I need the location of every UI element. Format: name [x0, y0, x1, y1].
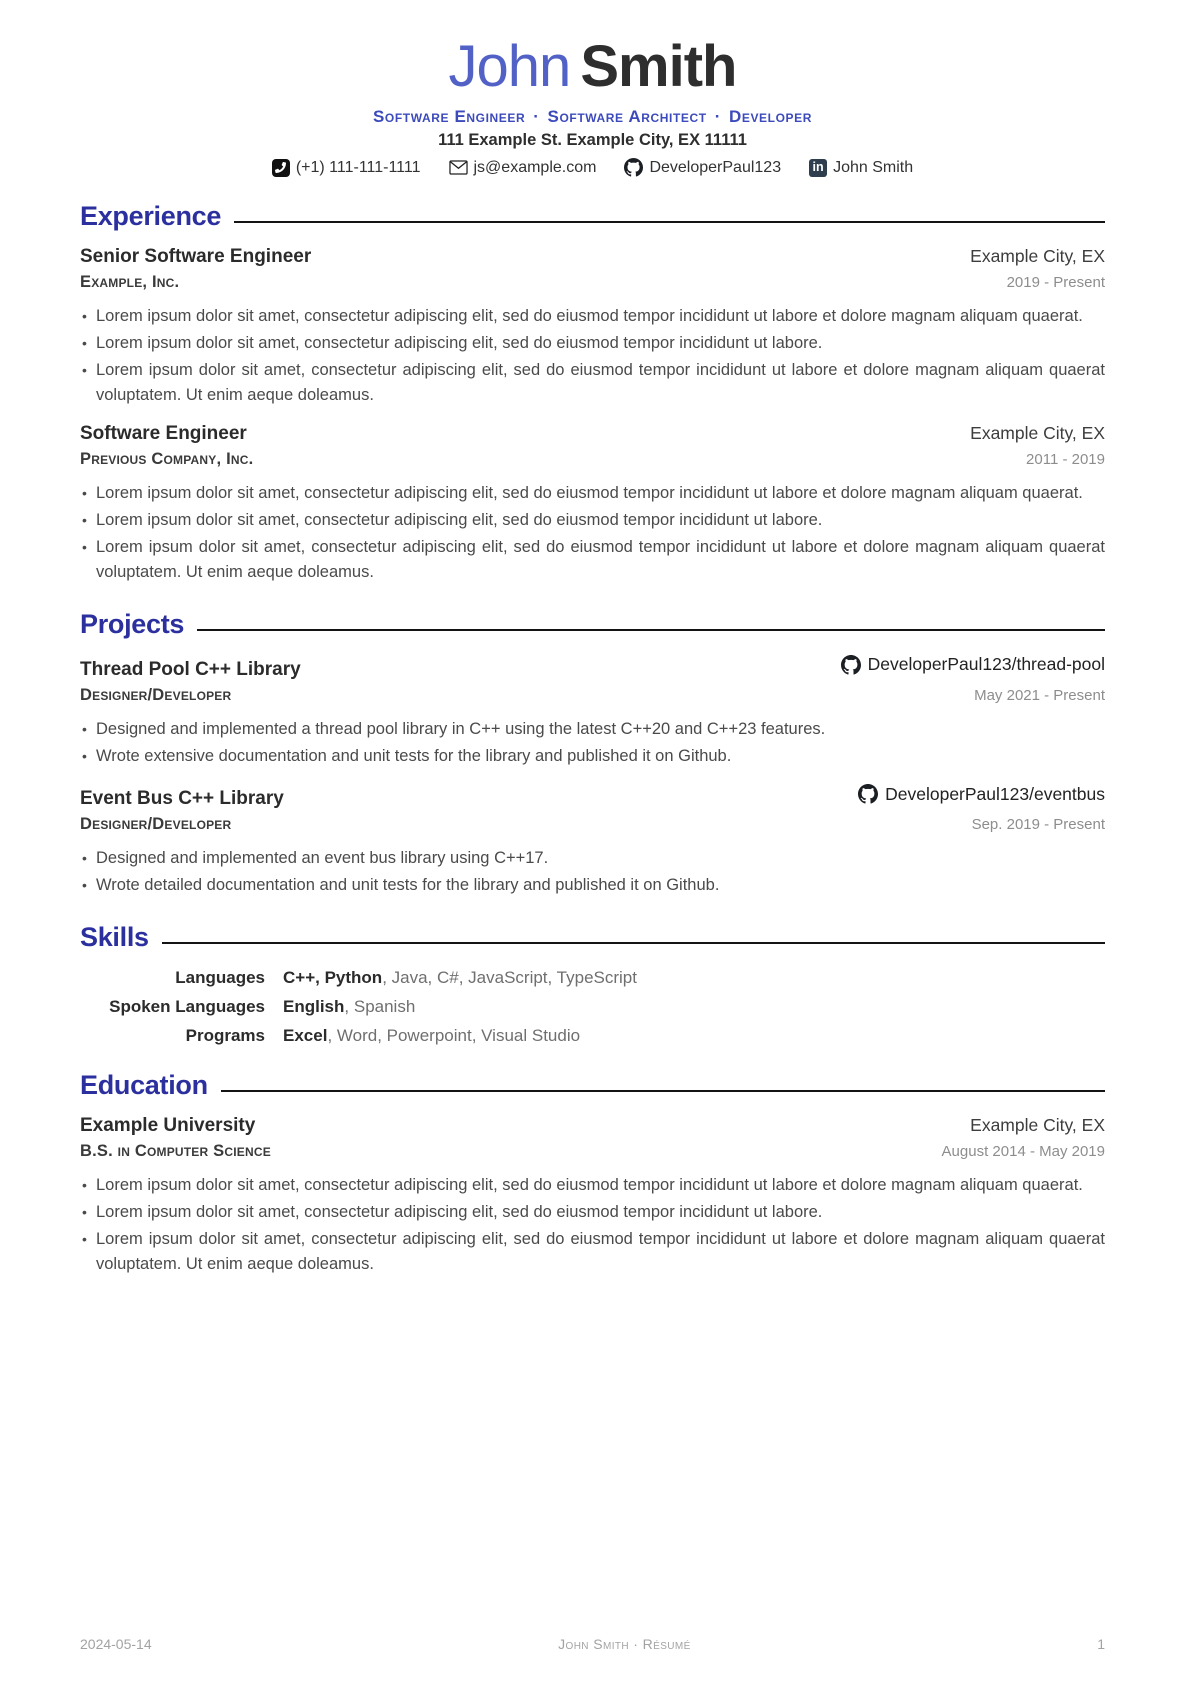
job-bullets	[80, 304, 1105, 408]
project-repo-link[interactable]	[841, 654, 1105, 675]
job-location: Example City, EX	[970, 423, 1105, 443]
school-location: Example City, EX	[970, 1115, 1105, 1135]
skill-values	[283, 968, 1105, 988]
github-icon	[624, 158, 643, 177]
job-title: Software Engineer	[80, 423, 247, 444]
job-dates: 2019 - Present	[1006, 274, 1105, 291]
section-rule	[221, 1090, 1105, 1093]
project-dates: May 2021 - Present	[974, 686, 1105, 704]
contact-phone[interactable]	[272, 159, 421, 177]
project-bullets	[80, 717, 1105, 769]
tagline-separator: ·	[533, 107, 540, 126]
skill-values	[283, 1026, 1105, 1046]
contact-linkedin[interactable]	[809, 159, 913, 177]
bullet: • Lorem ipsum dolor sit amet, consectetur adipiscing elit, sed do eiusmod tempor incididunt ut labore et dolore magnam aliquam quaerat voluptatem. Ut enim aeque doleamus.	[96, 358, 1105, 408]
github-username: DeveloperPaul123	[649, 158, 782, 176]
bullet: • Wrote extensive documentation and unit tests for the library and published it on Github.	[96, 744, 1105, 769]
role-2: Software Architect	[547, 107, 707, 126]
section-experience	[80, 201, 1105, 231]
email-address: js@example.com	[473, 158, 597, 176]
company-name: Previous Company, Inc.	[80, 450, 254, 468]
tagline-separator: ·	[714, 107, 721, 126]
section-title: Projects	[80, 609, 185, 639]
section-title: Experience	[80, 201, 222, 231]
education-dates: August 2014 - May 2019	[941, 1143, 1105, 1160]
company-name: Example, Inc.	[80, 273, 180, 291]
bullet: • Lorem ipsum dolor sit amet, consectetur adipiscing elit, sed do eiusmod tempor incididunt ut labore et dolore magnam aliquam quaerat voluptatem. Ut enim aeque doleamus.	[96, 1227, 1105, 1277]
skill-values-primary: C++, Python	[283, 968, 383, 987]
section-rule	[197, 629, 1105, 632]
role-tagline	[80, 107, 1105, 127]
bullet: • Lorem ipsum dolor sit amet, consectetur adipiscing elit, sed do eiusmod tempor incididunt ut labore et dolore magnam aliquam quaerat voluptatem. Ut enim aeque doleamus.	[96, 535, 1105, 585]
linkedin-icon: in	[809, 159, 827, 177]
first-name: John	[448, 34, 571, 99]
section-rule	[234, 221, 1105, 224]
github-icon	[858, 784, 878, 804]
section-education	[80, 1070, 1105, 1100]
degree-name: B.S. in Computer Science	[80, 1142, 271, 1160]
section-rule	[162, 942, 1105, 945]
school-name: Example University	[80, 1115, 256, 1136]
project-bullets	[80, 846, 1105, 898]
bullet: • Lorem ipsum dolor sit amet, consectetur adipiscing elit, sed do eiusmod tempor incididunt ut labore.	[96, 508, 1105, 533]
project-repo-link[interactable]	[858, 784, 1105, 805]
footer-title: John Smith · Résumé	[558, 1636, 691, 1652]
job-location: Example City, EX	[970, 246, 1105, 266]
skill-values-secondary: , Word, Powerpoint, Visual Studio	[327, 1026, 581, 1045]
job-dates: 2011 - 2019	[1026, 451, 1105, 468]
project-title: Event Bus C++ Library	[80, 788, 284, 809]
section-skills	[80, 922, 1105, 952]
contact-row	[80, 158, 1105, 177]
skill-values-secondary: , Java, C#, JavaScript, TypeScript	[382, 968, 637, 987]
linkedin-name: John Smith	[833, 158, 914, 176]
education-entry	[80, 1115, 1105, 1277]
bullet: • Lorem ipsum dolor sit amet, consectetur adipiscing elit, sed do eiusmod tempor incididunt ut labore.	[96, 331, 1105, 356]
repo-name: DeveloperPaul123/eventbus	[885, 783, 1105, 804]
github-icon	[841, 655, 861, 675]
experience-entry	[80, 423, 1105, 585]
bullet: • Lorem ipsum dolor sit amet, consectetur adipiscing elit, sed do eiusmod tempor incididunt ut labore et dolore magnam aliquam quaerat.	[96, 304, 1105, 329]
page-footer	[80, 1636, 1105, 1652]
skills-table	[80, 968, 1105, 1046]
email-icon	[449, 160, 468, 175]
phone-icon	[272, 159, 290, 177]
bullet: • Lorem ipsum dolor sit amet, consectetur adipiscing elit, sed do eiusmod tempor incididunt ut labore.	[96, 1200, 1105, 1225]
footer-date: 2024-05-14	[80, 1636, 152, 1652]
experience-entry	[80, 246, 1105, 408]
skill-values	[283, 997, 1105, 1017]
project-role: Designer/Developer	[80, 685, 232, 704]
role-1: Software Engineer	[372, 107, 526, 126]
section-title: Skills	[80, 922, 149, 952]
education-bullets	[80, 1173, 1105, 1277]
footer-page-number: 1	[1097, 1636, 1105, 1652]
skill-category: Programs	[185, 1026, 265, 1045]
bullet: • Lorem ipsum dolor sit amet, consectetur adipiscing elit, sed do eiusmod tempor incididunt ut labore et dolore magnam aliquam quaerat.	[96, 1173, 1105, 1198]
bullet: • Lorem ipsum dolor sit amet, consectetur adipiscing elit, sed do eiusmod tempor incididunt ut labore et dolore magnam aliquam quaerat.	[96, 481, 1105, 506]
role-3: Developer	[728, 107, 812, 126]
contact-email[interactable]	[449, 159, 597, 177]
repo-name: DeveloperPaul123/thread-pool	[867, 654, 1105, 674]
project-role: Designer/Developer	[80, 815, 232, 833]
skill-category: Languages	[175, 968, 265, 987]
project-entry	[80, 784, 1105, 899]
skill-values-secondary: , Spanish	[344, 997, 416, 1016]
last-name: Smith	[580, 34, 737, 99]
bullet: • Designed and implemented a thread pool library in C++ using the latest C++20 and C++23 features.	[96, 717, 1105, 742]
phone-number: (+1) 111-111-1111	[295, 158, 421, 176]
bullet: • Designed and implemented an event bus library using C++17.	[96, 846, 1105, 871]
project-dates: Sep. 2019 - Present	[971, 816, 1105, 833]
section-projects	[80, 609, 1105, 639]
skill-category: Spoken Languages	[109, 997, 265, 1016]
skill-values-primary: English	[283, 997, 345, 1016]
job-title: Senior Software Engineer	[80, 246, 312, 267]
bullet: • Wrote detailed documentation and unit tests for the library and published it on Github.	[96, 873, 1105, 898]
project-title: Thread Pool C++ Library	[80, 658, 301, 680]
project-entry	[80, 654, 1105, 769]
contact-github[interactable]	[624, 158, 781, 177]
job-bullets	[80, 481, 1105, 585]
person-name	[80, 36, 1105, 98]
skill-values-primary: Excel	[283, 1026, 328, 1045]
section-title: Education	[80, 1070, 208, 1100]
street-address: 111 Example St. Example City, EX 11111	[438, 131, 747, 149]
